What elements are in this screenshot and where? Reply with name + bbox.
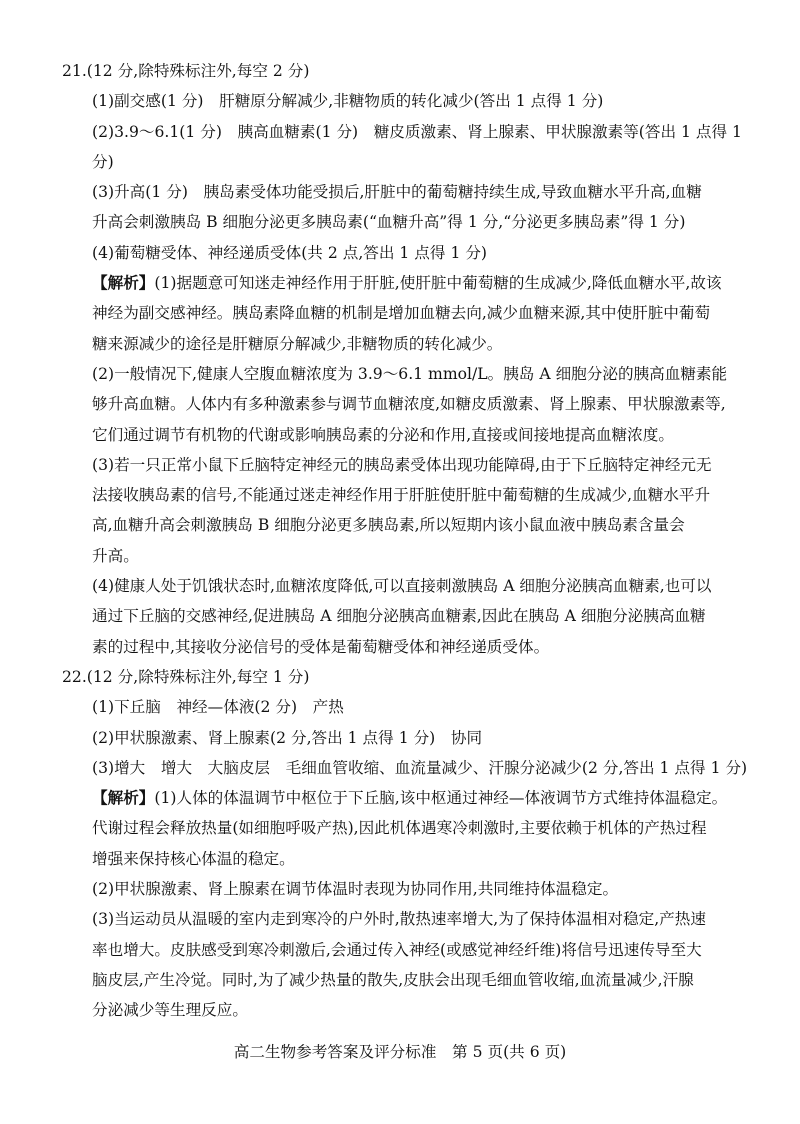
q21-answer-1: (1)副交感(1 分) 肝糖原分解减少,非糖物质的转化减少(答出 1 点得 1 分) <box>92 92 604 111</box>
q22-analysis-7: 脑皮层,产生冷觉。同时,为了减少热量的散失,皮肤会出现毛细血管收缩,血流量减少,汗腺 <box>92 970 694 989</box>
q21-analysis-6: 它们通过调节有机物的代谢或影响胰岛素的分泌和作用,直接或间接地提高血糖浓度。 <box>92 425 674 444</box>
q21-answer-2: (2)3.9～6.1(1 分) 胰高血糖素(1 分) 糖皮质激素、肾上腺素、甲状腺激素等(答出 1 点得 1 <box>92 122 742 141</box>
q21-analysis-11: (4)健康人处于饥饿状态时,血糖浓度降低,可以直接刺激胰岛 A 细胞分泌胰高血糖素,也可以 <box>92 577 712 596</box>
q22-analysis-2: 代谢过程会释放热量(如细胞呼吸产热),因此机体遇寒冷刺激时,主要依赖于机体的产热过程 <box>92 819 707 838</box>
analysis-tag: 【解析】 <box>92 789 155 808</box>
q21-analysis-9: 高,血糖升高会刺激胰岛 B 细胞分泌更多胰岛素,所以短期内该小鼠血液中胰岛素含量会 <box>92 516 685 535</box>
q22-analysis-1: (1)人体的体温调节中枢位于下丘脑,该中枢通过神经—体液调节方式维持体温稳定。 <box>154 789 728 808</box>
q21-analysis-10: 升高。 <box>92 546 139 565</box>
analysis-tag: 【解析】 <box>92 274 155 293</box>
q21-answer-3: (3)升高(1 分) 胰岛素受体功能受损后,肝脏中的葡萄糖持续生成,导致血糖水平升高,血糖 <box>92 183 702 202</box>
q22-analysis-8: 分泌减少等生理反应。 <box>92 1001 248 1020</box>
q22-analysis-6: 率也增大。皮肤感受到寒冷刺激后,会通过传入神经(或感觉神经纤维)将信号迅速传导至大 <box>92 940 702 959</box>
q22-analysis-4: (2)甲状腺激素、肾上腺素在调节体温时表现为协同作用,共同维持体温稳定。 <box>92 880 619 899</box>
q22-analysis-first-line <box>62 783 762 813</box>
q21-analysis-8: 法接收胰岛素的信号,不能通过迷走神经作用于肝脏使肝脏中葡萄糖的生成减少,血糖水平升 <box>92 486 711 505</box>
q22-header: 22.(12 分,除特殊标注外,每空 1 分) <box>62 667 310 686</box>
answer-page <box>62 56 762 1026</box>
page-footer: 高二生物参考答案及评分标准 第 5 页(共 6 页) <box>233 1043 567 1061</box>
q22-analysis-3: 增强来保持核心体温的稳定。 <box>92 849 295 868</box>
q21-analysis-12: 通过下丘脑的交感神经,促进胰岛 A 细胞分泌胰高血糖素,因此在胰岛 A 细胞分泌胰高血糖 <box>92 607 706 626</box>
q21-answer-3-cont: 升高会刺激胰岛 B 细胞分泌更多胰岛素(“血糖升高”得 1 分,“分泌更多胰岛素”得 1 分) <box>92 213 686 232</box>
q21-answer-4: (4)葡萄糖受体、神经递质受体(共 2 点,答出 1 点得 1 分) <box>92 243 487 262</box>
q22-analysis-5: (3)当运动员从温暖的室内走到寒冷的户外时,散热速率增大,为了保持体温相对稳定,产热速 <box>92 910 706 929</box>
q21-analysis-3: 糖来源减少的途径是肝糖原分解减少,非糖物质的转化减少。 <box>92 334 503 353</box>
q22-answer-1: (1)下丘脑 神经—体液(2 分) 产热 <box>92 698 344 717</box>
q22-answer-2: (2)甲状腺激素、肾上腺素(2 分,答出 1 点得 1 分) 协同 <box>92 728 483 747</box>
q21-analysis-13: 素的过程中,其接收分泌信号的受体是葡萄糖受体和神经递质受体。 <box>92 637 550 656</box>
q21-analysis-1: (1)据题意可知迷走神经作用于肝脏,使肝脏中葡萄糖的生成减少,降低血糖水平,故该 <box>154 274 722 293</box>
q21-header: 21.(12 分,除特殊标注外,每空 2 分) <box>62 62 310 80</box>
q21-analysis-7: (3)若一只正常小鼠下丘脑特定神经元的胰岛素受体出现功能障碍,由于下丘脑特定神经元无 <box>92 455 712 474</box>
q21-analysis-4: (2)一般情况下,健康人空腹血糖浓度为 3.9～6.1 mmol/L。胰岛 A 细胞分泌的胰高血糖素能 <box>92 364 728 383</box>
q21-analysis-first-line <box>62 268 762 298</box>
q21-analysis-2: 神经为副交感神经。胰岛素降血糖的机制是增加血糖去向,减少血糖来源,其中使肝脏中葡萄 <box>92 304 711 323</box>
q22-answer-3: (3)增大 增大 大脑皮层 毛细血管收缩、血流量减少、汗腺分泌减少(2 分,答出 1 点得 1 分) <box>92 758 748 777</box>
q21-answer-2-cont: 分) <box>92 152 114 171</box>
q21-analysis-5: 够升高血糖。人体内有多种激素参与调节血糖浓度,如糖皮质激素、肾上腺素、甲状腺激素等, <box>92 395 726 414</box>
